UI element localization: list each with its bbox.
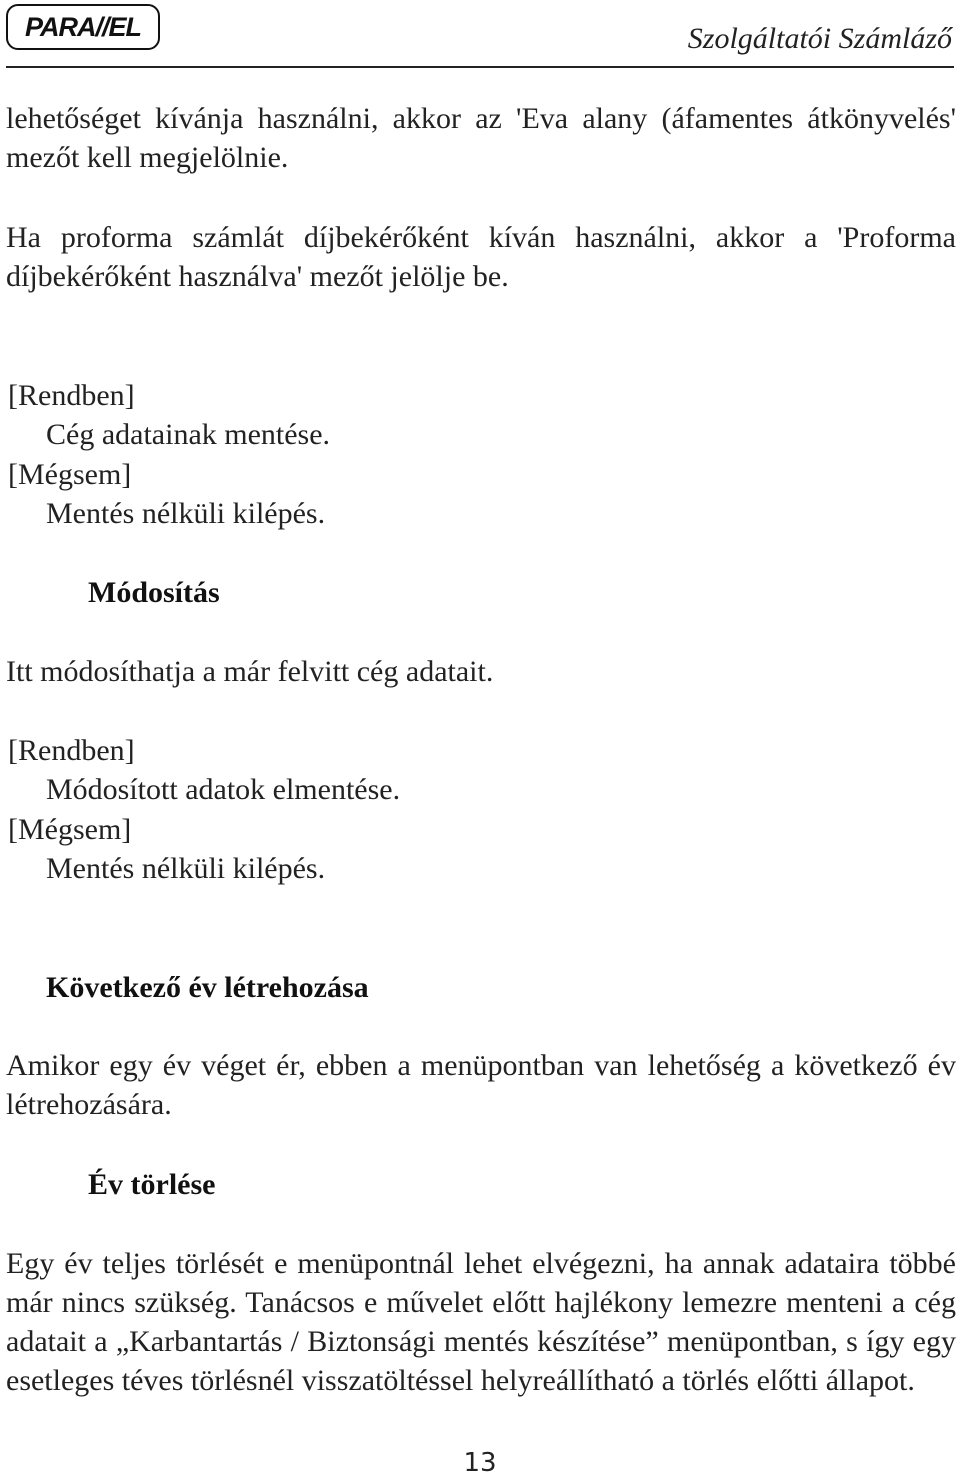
cancel-description: Mentés nélküli kilépés. — [46, 497, 326, 530]
modify-ok-description: Módosított adatok elmentése. — [46, 773, 401, 806]
paragraph-delete-year: Egy év teljes törlését e menüpontnál lehet elvégezni, ha annak adataira többé már nincs szükség. Tanácsos e művelet előtt hajlékony lemezre menteni a cég adatait a „Karbantartás / Biztonsági mentés készítése” menüpontban, s így egy esetleges téves törlésnél visszatöltéssel helyreállítható a törlés előtti állapot. — [6, 1247, 956, 1397]
heading-modify: Módosítás — [88, 576, 220, 609]
modify-cancel-description: Mentés nélküli kilépés. — [46, 852, 326, 885]
paragraph-next-year: Amikor egy év véget ér, ebben a menüpontban van lehetőség a következő év létrehozására. — [6, 1049, 956, 1121]
document-title: Szolgáltatói Számláző — [687, 22, 952, 55]
modify-cancel-label: [Mégsem] — [8, 813, 132, 846]
modify-ok-label: [Rendben] — [8, 734, 135, 767]
logo: PARA//EL — [6, 4, 160, 50]
paragraph-proforma: Ha proforma számlát díjbekérőként kíván használni, akkor a 'Proforma díjbekérőként használva' mezőt jelölje be. — [6, 221, 956, 293]
heading-delete-year: Év törlése — [88, 1168, 216, 1201]
paragraph-vat-exempt: lehetőséget kívánja használni, akkor az 'Eva alany (áfamentes átkönyvelés' mezőt kell megjelölnie. — [6, 102, 956, 174]
ok-label: [Rendben] — [8, 379, 135, 412]
ok-description: Cég adatainak mentése. — [46, 418, 331, 451]
paragraph-modify: Itt módosíthatja a már felvitt cég adatait. — [6, 655, 494, 688]
header-divider — [6, 66, 954, 68]
heading-next-year: Következő év létrehozása — [46, 971, 369, 1004]
page-number: 13 — [463, 1448, 497, 1478]
cancel-label: [Mégsem] — [8, 458, 132, 491]
